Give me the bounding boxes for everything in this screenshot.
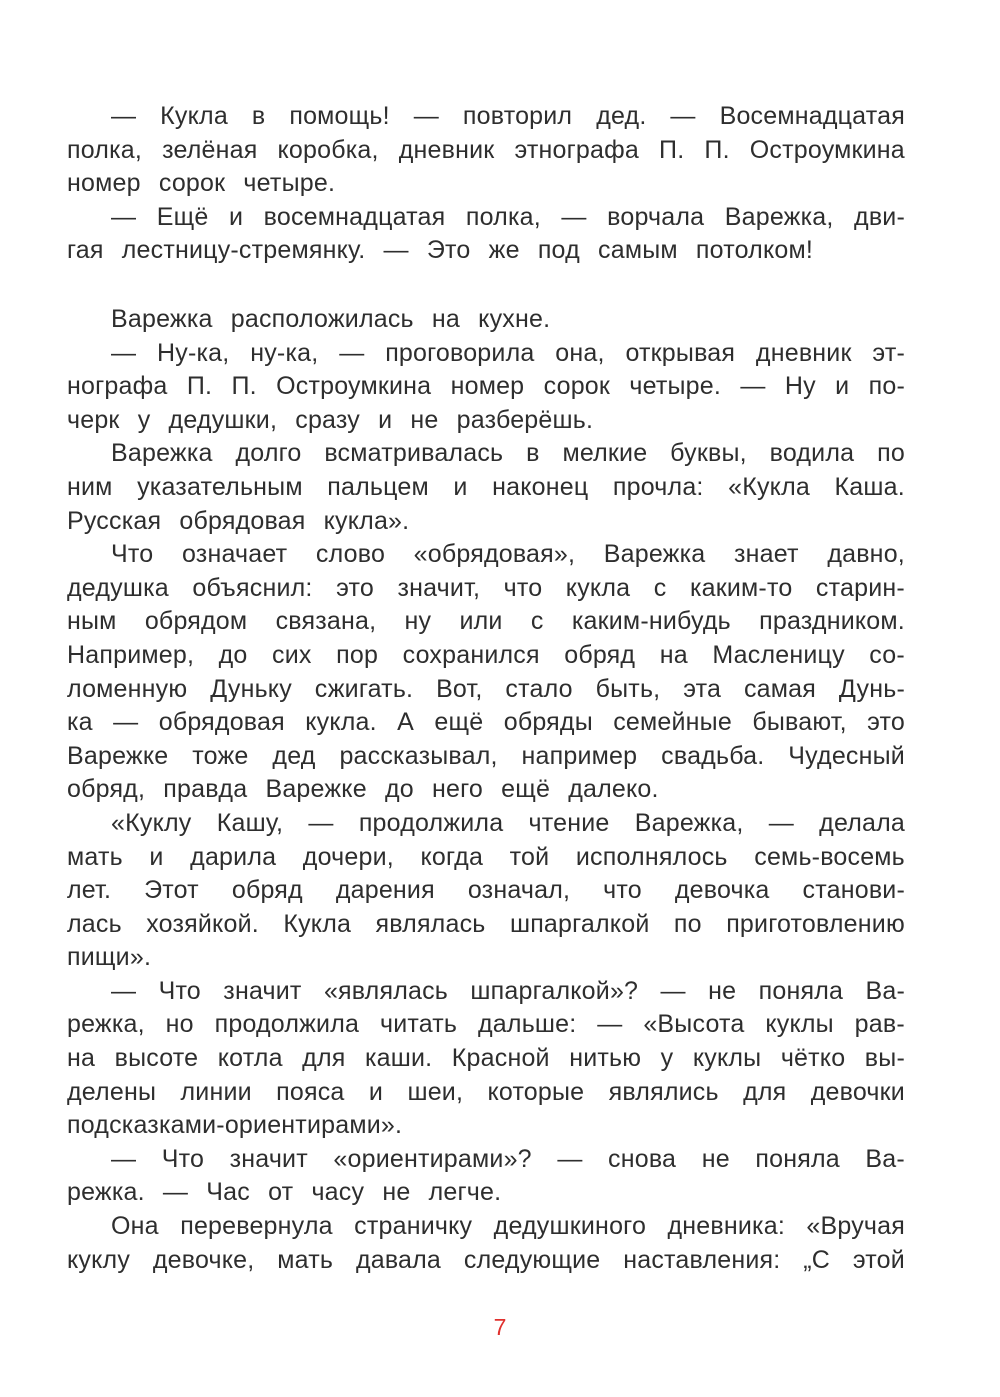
paragraph (67, 807, 905, 975)
page-number: 7 (493, 1314, 507, 1340)
paragraph (67, 1210, 905, 1277)
text-line: Что означает слово «обрядовая», Варежка знает давно, (111, 540, 905, 569)
text-line: лет. Этот обряд дарения означал, что девочка станови- (67, 876, 905, 905)
text-line: Варежке тоже дед рассказывал, например свадьба. Чудесный (67, 741, 905, 770)
text-line: режка. — Час от часу не легче. (67, 1178, 502, 1207)
paragraph (67, 1143, 905, 1210)
text-line: на высоте котла для каши. Красной нитью у куклы чётко вы- (67, 1044, 905, 1073)
text-line: Она перевернула страничку дедушкиного дневника: «Вручая (111, 1212, 905, 1241)
text-line: Варежка расположилась на кухне. (111, 305, 551, 333)
text-line: черк у дедушки, сразу и не разберёшь. (67, 405, 594, 434)
paragraph (67, 538, 905, 807)
text-line: — Ну-ка, ну-ка, — проговорила она, открывая дневник эт- (111, 338, 905, 367)
paragraph (67, 337, 905, 438)
text-line: пищи». (67, 943, 152, 972)
paragraph (67, 201, 905, 268)
text-line: Варежка долго всматривалась в мелкие буквы, водила по (111, 439, 905, 468)
text-line: ным обрядом связана, ну или с каким-нибудь праздником. (67, 607, 905, 636)
text-block-2 (67, 303, 905, 1277)
text-line: мать и дарила дочери, когда той исполнялось семь-восемь (67, 842, 905, 871)
text-line: номер сорок четыре. (67, 169, 336, 198)
text-block-1 (67, 100, 905, 268)
text-line: ломенную Дуньку сжигать. Вот, стало быть, эта самая Дунь- (67, 674, 905, 703)
text-line: ним указательным пальцем и наконец прочла: «Кукла Каша. (67, 472, 905, 501)
paragraph (67, 303, 905, 337)
text-line: нографа П. П. Остроумкина номер сорок четыре. — Ну и по- (67, 372, 905, 401)
text-line: куклу девочке, мать давала следующие наставления: „С этой (67, 1245, 905, 1274)
text-line: Русская обрядовая кукла». (67, 506, 410, 535)
text-line: Например, до сих пор сохранился обряд на Масленицу со- (67, 640, 905, 669)
text-line: обряд, правда Варежке до него ещё далеко. (67, 775, 659, 804)
text-line: дедушка объяснил: это значит, что кукла с каким-то старин- (67, 573, 905, 602)
text-line: режка, но продолжила читать дальше: — «Высота куклы рав- (67, 1010, 905, 1039)
text-line: — Что значит «ориентирами»? — снова не поняла Ва- (111, 1144, 905, 1173)
text-line: ка — обрядовая кукла. А ещё обряды семейные бывают, это (67, 708, 905, 737)
text-line: гая лестницу-стремянку. — Это же под самым потолком! (67, 236, 813, 265)
text-line: — Ещё и восемнадцатая полка, — ворчала Варежка, дви- (111, 202, 905, 231)
paragraph (67, 975, 905, 1143)
text-line: полка, зелёная коробка, дневник этнографа П. П. Остроумкина (67, 135, 905, 164)
paragraph (67, 100, 905, 201)
text-line: — Что значит «являлась шпаргалкой»? — не поняла Ва- (111, 976, 905, 1005)
paragraph (67, 437, 905, 538)
text-line: подсказками-ориентирами». (67, 1111, 403, 1140)
text-line: лась хозяйкой. Кукла являлась шпаргалкой по приготовлению (67, 909, 905, 938)
text-line: делены линии пояса и шеи, которые являлись для девочки (67, 1077, 905, 1106)
text-line: — Кукла в помощь! — повторил дед. — Восемнадцатая (111, 102, 905, 130)
text-line: «Куклу Кашу, — продолжила чтение Варежка, — делала (111, 808, 905, 837)
